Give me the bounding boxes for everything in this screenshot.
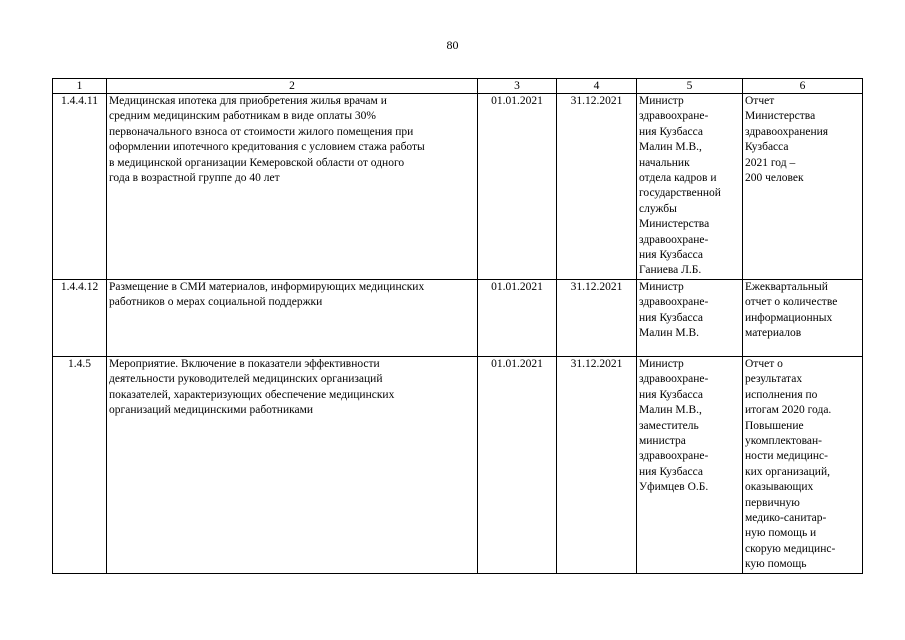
responsible-line: Малин М.В., bbox=[639, 141, 702, 154]
result-line: укомплектован- bbox=[745, 434, 822, 447]
column-number-header: 1 bbox=[53, 79, 107, 94]
result-line: 200 человек bbox=[745, 172, 804, 185]
responsible-line: ния Кузбасса bbox=[639, 311, 703, 324]
item-name-line: Медицинская ипотека для приобретения жилья врачам и bbox=[109, 95, 387, 107]
column-number-header: 2 bbox=[107, 79, 478, 94]
column-number-header: 6 bbox=[743, 79, 863, 94]
end-date: 31.12.2021 bbox=[557, 279, 637, 356]
result-line: ких организаций, bbox=[745, 465, 830, 478]
responsible-person bbox=[637, 279, 743, 356]
item-name bbox=[107, 279, 478, 356]
responsible-line: здравоохране- bbox=[639, 233, 709, 246]
result-line: первичную bbox=[745, 496, 800, 509]
item-name-line: организаций медицинскими работниками bbox=[109, 404, 314, 417]
responsible-line: начальник bbox=[639, 156, 690, 169]
item-code: 1.4.5 bbox=[53, 356, 107, 573]
table-header-row bbox=[53, 79, 863, 94]
result-line: оказывающих bbox=[745, 481, 814, 494]
item-code: 1.4.4.11 bbox=[53, 94, 107, 280]
responsible-line: здравоохране- bbox=[639, 296, 709, 309]
result-line: исполнения по bbox=[745, 388, 818, 401]
item-code: 1.4.4.12 bbox=[53, 279, 107, 356]
responsible-line: Ганиева Л.Б. bbox=[639, 264, 702, 277]
start-date: 01.01.2021 bbox=[478, 94, 557, 280]
item-name-line: в медицинской организации Кемеровской области от одного bbox=[109, 156, 405, 169]
result-line: отчет о количестве bbox=[745, 296, 838, 309]
responsible-line: службы bbox=[639, 202, 677, 215]
table-row bbox=[53, 356, 863, 573]
expected-result bbox=[743, 356, 863, 573]
table-row bbox=[53, 94, 863, 280]
result-line: результатах bbox=[745, 373, 803, 386]
responsible-line: здравоохране- bbox=[639, 373, 709, 386]
end-date: 31.12.2021 bbox=[557, 94, 637, 280]
result-line: кую помощь bbox=[745, 558, 807, 571]
start-date: 01.01.2021 bbox=[478, 279, 557, 356]
table-row bbox=[53, 279, 863, 356]
responsible-line: Малин М.В., bbox=[639, 404, 702, 417]
item-name-line: оформлении ипотечного кредитования с условием стажа работы bbox=[109, 141, 425, 154]
responsible-line: Министерства bbox=[639, 218, 710, 231]
item-name-line: первоначального взноса от стоимости жилого помещения при bbox=[109, 125, 414, 138]
responsible-line: здравоохране- bbox=[639, 450, 709, 463]
expected-result bbox=[743, 279, 863, 356]
responsible-line: заместитель bbox=[639, 419, 699, 432]
item-name-line: года в возрастной группе до 40 лет bbox=[109, 172, 280, 185]
responsible-line: Министр bbox=[639, 95, 684, 107]
result-line: Ежеквартальный bbox=[745, 280, 828, 293]
result-line: Кузбасса bbox=[745, 141, 789, 154]
result-line: ную помощь и bbox=[745, 527, 817, 540]
responsible-line: Министр bbox=[639, 357, 684, 370]
result-line: здравоохранения bbox=[745, 125, 829, 138]
result-line: Повышение bbox=[745, 419, 804, 432]
result-line: Отчет о bbox=[745, 357, 783, 370]
result-line: информационных bbox=[745, 311, 833, 324]
result-line: медико-санитар- bbox=[745, 511, 827, 524]
responsible-line: Министр bbox=[639, 280, 684, 293]
responsible-line: ния Кузбасса bbox=[639, 249, 703, 262]
plan-table bbox=[52, 78, 863, 574]
responsible-line: Уфимцев О.Б. bbox=[639, 481, 709, 494]
result-line: скорую медицинс- bbox=[745, 542, 836, 555]
column-number-header: 5 bbox=[637, 79, 743, 94]
item-name bbox=[107, 356, 478, 573]
result-line: итогам 2020 года. bbox=[745, 404, 832, 417]
column-number-header: 4 bbox=[557, 79, 637, 94]
result-line: ности медицинс- bbox=[745, 450, 828, 463]
page-number: 80 bbox=[446, 38, 459, 52]
responsible-line: здравоохране- bbox=[639, 110, 709, 123]
responsible-line: ния Кузбасса bbox=[639, 388, 703, 401]
column-number-header: 3 bbox=[478, 79, 557, 94]
responsible-line: отдела кадров и bbox=[639, 172, 717, 185]
result-line: Министерства bbox=[745, 110, 816, 123]
end-date: 31.12.2021 bbox=[557, 356, 637, 573]
result-line: материалов bbox=[745, 327, 802, 340]
expected-result bbox=[743, 94, 863, 280]
result-line: 2021 год – bbox=[745, 156, 796, 169]
item-name-line: Размещение в СМИ материалов, информирующих медицинских bbox=[109, 280, 425, 293]
responsible-line: государственной bbox=[639, 187, 721, 200]
item-name bbox=[107, 94, 478, 280]
responsible-line: министра bbox=[639, 434, 686, 447]
item-name-line: деятельности руководителей медицинских организаций bbox=[109, 373, 383, 386]
item-name-line: работников о мерах социальной поддержки bbox=[109, 296, 323, 309]
result-line: Отчет bbox=[745, 95, 775, 107]
item-name-line: показателей, характеризующих обеспечение медицинских bbox=[109, 388, 395, 401]
start-date: 01.01.2021 bbox=[478, 356, 557, 573]
item-name-line: Мероприятие. Включение в показатели эффективности bbox=[109, 357, 380, 370]
item-name-line: средним медицинским работникам в виде оплаты 30% bbox=[109, 110, 376, 123]
responsible-person bbox=[637, 356, 743, 573]
responsible-person bbox=[637, 94, 743, 280]
responsible-line: ния Кузбасса bbox=[639, 465, 703, 478]
responsible-line: ния Кузбасса bbox=[639, 125, 703, 138]
responsible-line: Малин М.В. bbox=[639, 327, 699, 340]
